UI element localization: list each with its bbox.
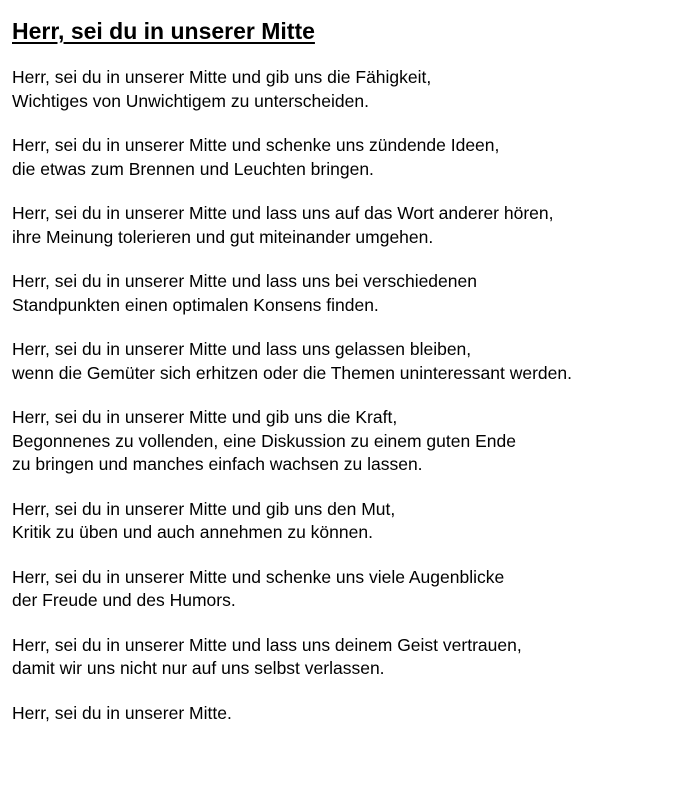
stanza-line: Herr, sei du in unserer Mitte und lass uns bei verschiedenen [12,271,477,291]
stanza-line: Herr, sei du in unserer Mitte und gib uns die Kraft, [12,407,398,427]
stanza-line: Herr, sei du in unserer Mitte und lass uns gelassen bleiben, [12,339,472,359]
stanza-line: Begonnenes zu vollenden, eine Diskussion zu einem guten Ende [12,430,516,451]
stanza-line: Herr, sei du in unserer Mitte und lass uns deinem Geist vertrauen, [12,634,522,655]
stanza-line: der Freude und des Humors. [12,590,236,610]
stanza-line: Wichtiges von Unwichtigem zu unterscheiden. [12,90,369,111]
stanza-line: Herr, sei du in unserer Mitte und gib uns die Fähigkeit, [12,67,432,87]
stanza-line: Kritik zu üben und auch annehmen zu können. [12,522,373,542]
stanza-line: Herr, sei du in unserer Mitte und schenke uns zündende Ideen, [12,135,500,155]
stanza-9 [12,634,692,681]
stanza-line: ihre Meinung tolerieren und gut miteinander umgehen. [12,226,434,247]
stanza-1 [12,66,692,113]
stanza-line: Herr, sei du in unserer Mitte und schenke uns viele Augenblicke [12,566,505,587]
stanza-7 [12,498,692,545]
stanza-line: damit wir uns nicht nur auf uns selbst verlassen. [12,658,385,678]
page-title: Herr, sei du in unserer Mitte [12,18,315,44]
stanza-line: Herr, sei du in unserer Mitte. [12,702,232,723]
stanza-line: die etwas zum Brennen und Leuchten bringen. [12,158,374,179]
stanza-2 [12,134,692,181]
stanza-5 [12,338,692,385]
stanza-4 [12,270,692,317]
stanza-3 [12,202,692,249]
stanza-line: Herr, sei du in unserer Mitte und gib uns den Mut, [12,498,396,519]
stanza-10 [12,702,692,726]
stanza-line: Herr, sei du in unserer Mitte und lass uns auf das Wort anderer hören, [12,203,554,223]
document-page [12,16,692,746]
stanza-line: wenn die Gemüter sich erhitzen oder die Themen uninteressant werden. [12,362,572,383]
stanza-line: zu bringen und manches einfach wachsen zu lassen. [12,454,423,474]
stanza-line: Standpunkten einen optimalen Konsens finden. [12,294,379,315]
stanza-8 [12,566,692,613]
stanza-6 [12,406,692,477]
